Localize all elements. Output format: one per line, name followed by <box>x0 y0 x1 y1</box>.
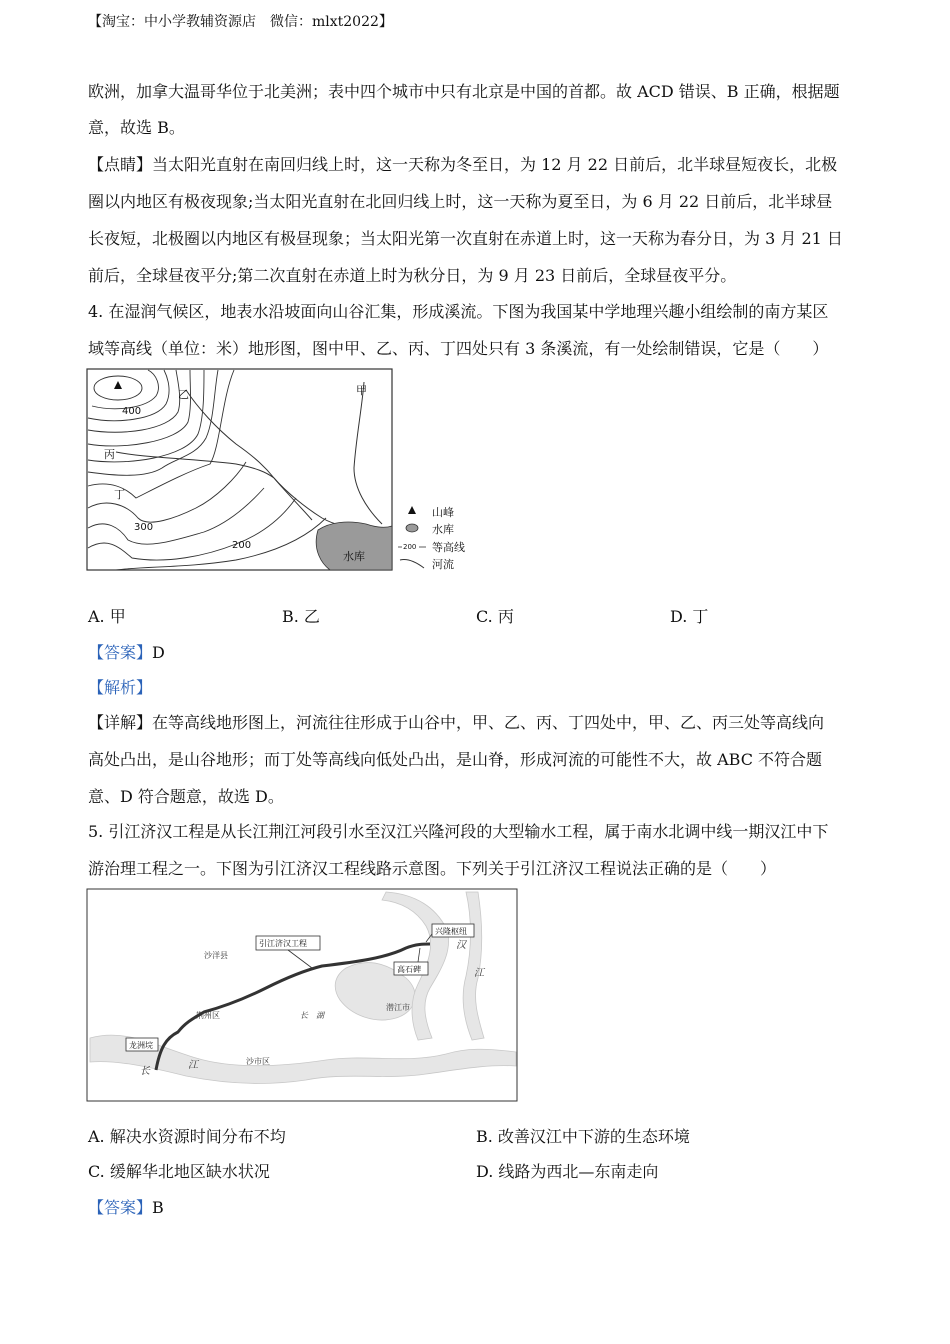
q4-detail-line-1: 【详解】在等高线地形图上，河流往往形成于山谷中，甲、乙、丙、丁四处中，甲、乙、丙三处等高线向 <box>88 713 825 732</box>
dianjing-line-1: 【点睛】当太阳光直射在南回归线上时，这一天称为冬至日，为 12 月 22 日前后，北半球昼短夜长，北极 <box>88 155 838 174</box>
label-hanjiang: 江 <box>474 968 484 979</box>
label-chang: 长 <box>140 1066 150 1077</box>
legend-peak-label: 山峰 <box>432 506 454 519</box>
label-bing: 丙 <box>104 448 115 461</box>
q4-answer-line <box>88 643 165 663</box>
label-jia: 甲 <box>356 384 367 397</box>
q4-answer-tag: 【答案】 <box>88 643 153 662</box>
callout-longzhoudian <box>126 1038 158 1051</box>
q5-option-a[interactable]: A. 解决水资源时间分布不均 <box>88 1127 286 1146</box>
label-changhu: 长 湖 <box>300 1011 324 1020</box>
contour-label-300: 300 <box>134 522 154 533</box>
reservoir-label: 水库 <box>343 550 365 563</box>
dianjing-tag: 【点睛】 <box>88 155 153 174</box>
label-jingzhou: 荆州区 <box>196 1011 220 1020</box>
q4-detail-line-2: 高处凸出，是山谷地形；而丁处等高线向低处凸出，是山脊，形成河流的可能性不大，故 ABC 不符合题 <box>88 750 823 769</box>
intro-line-1: 欧洲，加拿大温哥华位于北美洲；表中四个城市中只有北京是中国的首都。故 ACD 错误、B 正确，根据题 <box>88 82 840 101</box>
route-map <box>86 888 520 1104</box>
q4-answer: D <box>152 643 165 662</box>
svg-text:兴隆枢纽: 兴隆枢纽 <box>435 927 467 936</box>
label-yi: 乙 <box>178 388 189 401</box>
label-han: 汉 <box>456 940 466 951</box>
q5-answer: B <box>152 1198 164 1217</box>
q5-option-c[interactable]: C. 缓解华北地区缺水状况 <box>88 1162 270 1181</box>
dianjing-line-4: 前后，全球昼夜平分;第二次直射在赤道上时为秋分日，为 9 月 23 日前后，全球昼夜平分。 <box>88 266 737 285</box>
label-shayang: 沙洋县 <box>204 951 228 960</box>
svg-text:高石碑: 高石碑 <box>397 965 421 974</box>
q5-option-d[interactable]: D. 线路为西北—东南走向 <box>476 1162 659 1181</box>
intro-line-2: 意，故选 B。 <box>88 118 185 137</box>
q4-analysis-tag: 【解析】 <box>88 678 153 697</box>
contour-label-200: 200 <box>232 540 252 551</box>
q4-option-b[interactable]: B. 乙 <box>282 607 320 626</box>
svg-text:引江济汉工程: 引江济汉工程 <box>259 939 307 948</box>
q4-option-a[interactable]: A. 甲 <box>88 607 126 626</box>
q5-answer-line <box>88 1198 164 1218</box>
q4-stem-line-1: 4. 在湿润气候区，地表水沿坡面向山谷汇集，形成溪流。下图为我国某中学地理兴趣小组绘制的南方某区 <box>88 302 829 321</box>
legend-peak-icon <box>408 506 416 514</box>
label-shashi: 沙市区 <box>246 1057 270 1066</box>
q4-option-d[interactable]: D. 丁 <box>670 607 709 626</box>
contour-map <box>86 368 470 574</box>
peak-icon <box>114 381 122 389</box>
legend-contour-value: 200 <box>403 543 417 551</box>
q4-detail-tag: 【详解】 <box>88 713 153 732</box>
q5-answer-tag: 【答案】 <box>88 1198 153 1217</box>
svg-text:龙洲垸: 龙洲垸 <box>129 1041 153 1050</box>
page-header: 【淘宝：中小学教辅资源店 微信：mlxt2022】 <box>88 14 393 30</box>
q5-stem-line-1: 5. 引江济汉工程是从长江荆江河段引水至汉江兴隆河段的大型输水工程，属于南水北调中线一期汉江中下 <box>88 822 829 841</box>
q5-stem-line-2: 游治理工程之一。下图为引江济汉工程线路示意图。下列关于引江济汉工程说法正确的是（ ） <box>88 859 777 878</box>
legend-river-label: 河流 <box>432 558 454 571</box>
label-ding: 丁 <box>114 488 125 501</box>
legend-reservoir-label: 水库 <box>432 523 454 536</box>
legend-reservoir-icon <box>406 524 418 532</box>
label-changjiang: 江 <box>188 1060 198 1071</box>
legend-river-icon <box>400 559 424 568</box>
rivers <box>116 382 382 529</box>
legend-contour-label: 等高线 <box>432 541 465 554</box>
dianjing-line-3: 长夜短，北极圈以内地区有极昼现象；当太阳光第一次直射在赤道上时，这一天称为春分日，为 3 月 21 日 <box>88 229 843 248</box>
q4-detail-line-3: 意、D 符合题意，故选 D。 <box>88 787 284 806</box>
q4-option-c[interactable]: C. 丙 <box>476 607 514 626</box>
contour-label-400: 400 <box>122 406 142 417</box>
label-qianjiang: 潜江市 <box>386 1003 410 1012</box>
map-legend <box>398 505 465 571</box>
q4-stem-line-2: 域等高线（单位：米）地形图，图中甲、乙、丙、丁四处只有 3 条溪流，有一处绘制错误，它是（ ） <box>88 339 829 358</box>
q5-option-b[interactable]: B. 改善汉江中下游的生态环境 <box>476 1127 690 1146</box>
dianjing-line-2: 圈以内地区有极夜现象;当太阳光直射在北回归线上时，这一天称为夏至日，为 6 月 22 日前后，北半球昼 <box>88 192 833 211</box>
